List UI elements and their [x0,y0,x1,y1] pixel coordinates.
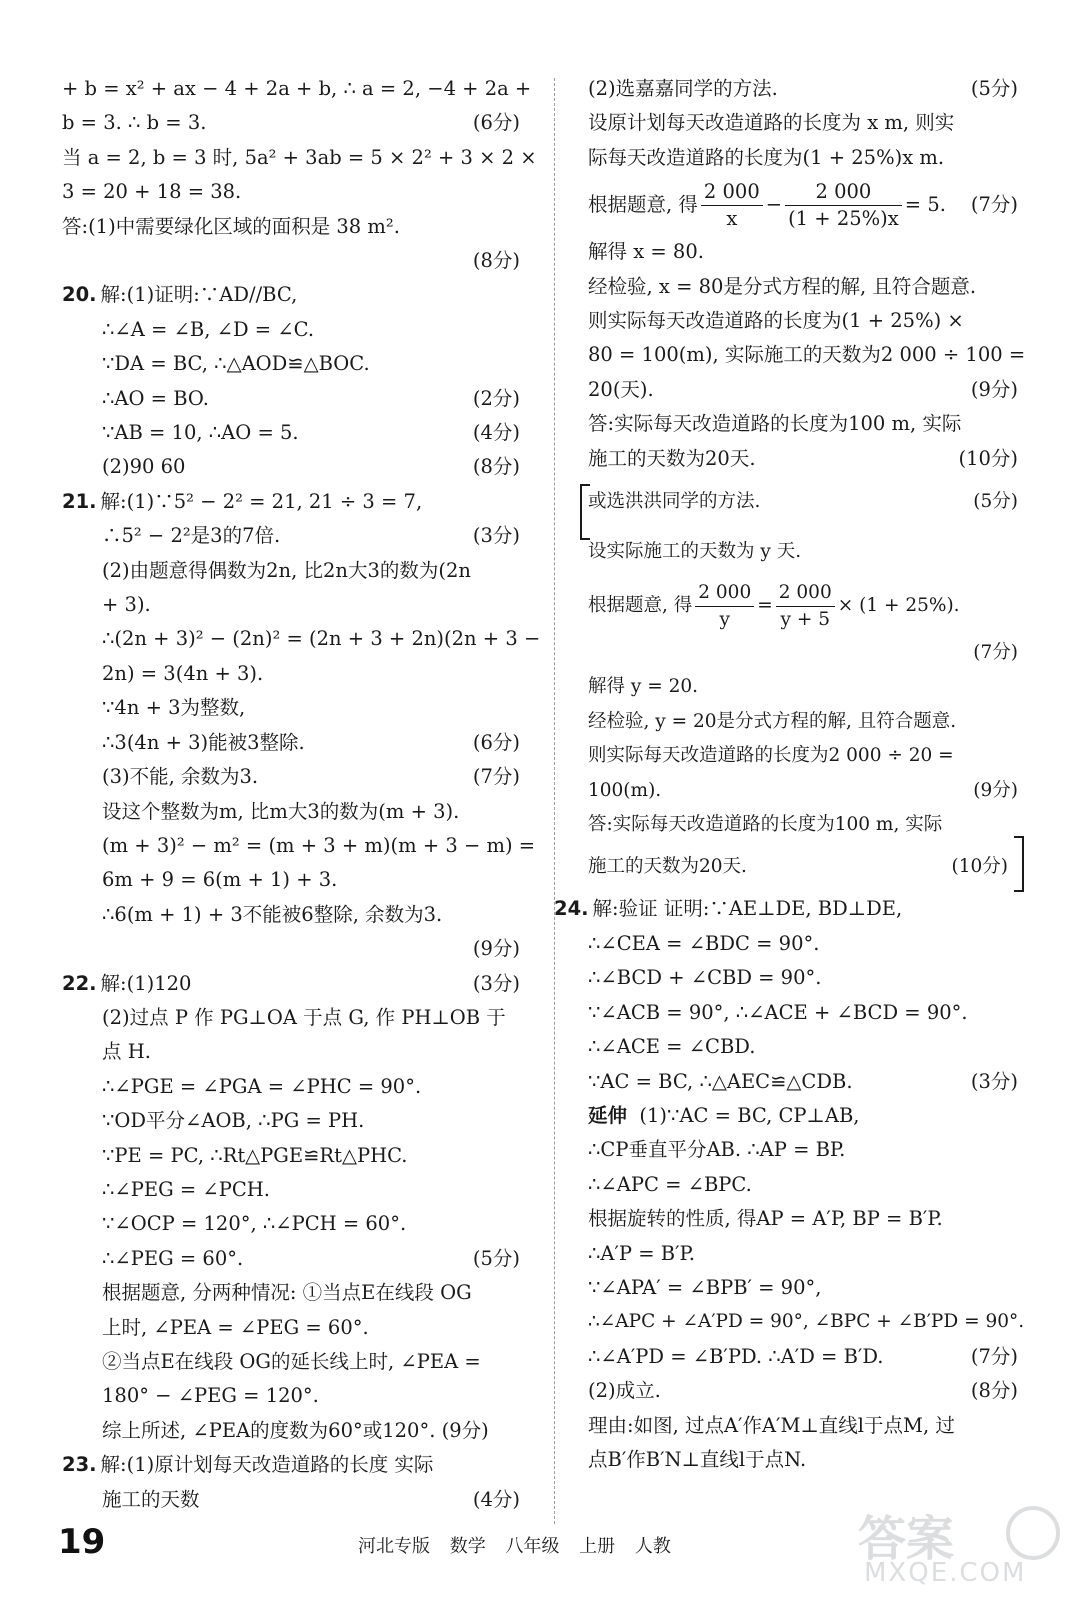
score: (4分) [472,1487,520,1511]
line: (2)由题意得偶数为2n, 比2n大3的数为(2n [102,558,471,582]
line: (2)成立. (8分) [588,1374,1022,1408]
line: 经检验, y = 20是分式方程的解, 且符合题意. [588,710,957,732]
line: 80 = 100(m), 实际施工的天数为2 000 ÷ 100 = [588,343,1026,367]
line: 当 a = 2, b = 3 时, 5a² + 3ab = 5 × 2² + 3 × 2 × [62,145,537,169]
line: 则实际每天改造道路的长度为(1 + 25%) × [588,309,964,333]
question-number: 23. [62,1453,97,1477]
line: ∴5² − 2²是3的7倍. (3分) [62,519,524,553]
line: ∵AC = BC, ∴△AEC≌△CDB. (3分) [588,1065,1022,1099]
line [588,636,1022,670]
score: (8分) [472,249,520,273]
line: b = 3. ∴ b = 3. (6分) [62,106,524,140]
line: 答:(1)中需要绿化区域的面积是 38 m². [62,214,400,238]
line: 理由:如图, 过点A′作A′M⊥直线l于点M, 过 [588,1413,955,1437]
score: (10分) [951,856,1008,878]
equation-line: 根据题意, 得 $\frac{2 000}{x}$ − $\frac{2 000}{(1 + 25\%)x}$ = 5. (7分) [588,175,1022,235]
line: (m + 3)² − m² = (m + 3 + m)(m + 3 − m) = [102,833,536,857]
page-number: 19 [58,1522,106,1562]
watermark-url: MXQE.COM [864,1558,1027,1588]
line: 或选洪洪同学的方法. (5分) [588,476,1022,528]
score: (8分) [970,1379,1018,1403]
question-number: 24. [554,897,589,921]
question-21: 21. 解:(1)∵5² − 2² = 21, 21 ÷ 3 = 7, [62,489,423,513]
alternative-solution [588,476,1022,892]
line: 综上所述, ∠PEA的度数为60°或120°. (9分) [102,1418,489,1442]
score: (3分) [472,971,520,995]
line: ∴∠CEA = ∠BDC = 90°. [588,931,820,955]
question-20: 20. 解:(1)证明:∵AD//BC, [62,283,298,307]
line: 解得 y = 20. [588,676,699,698]
line: ∴6(m + 1) + 3不能被6整除, 余数为3. [102,902,443,926]
left-column [62,72,541,1517]
bracket-right [1014,836,1024,892]
score: (9分) [970,377,1018,401]
line: ∵AB = 10, ∴AO = 5. (4分) [62,416,524,450]
score: (7分) [970,1344,1018,1368]
score: (7分) [973,642,1018,664]
watermark-text: 答案 [858,1511,955,1567]
score: (5分) [973,491,1018,513]
line: ∴∠ACE = ∠CBD. [588,1035,756,1059]
line: ∵DA = BC, ∴△AOD≌△BOC. [102,352,370,376]
score: (7分) [970,193,1018,217]
line: ∴∠PEG = ∠PCH. [102,1177,270,1201]
line: 施工的天数为20天. (10分) [588,842,1022,892]
line: (2)选嘉嘉同学的方法. (5分) [588,72,1022,106]
line: (2)90 60 (8分) [62,450,524,484]
line: 设实际施工的天数为 y 天. [588,541,802,563]
line: + 3). [102,593,151,617]
line: ∴∠A′PD = ∠B′PD. ∴A′D = B′D. (7分) [588,1340,1022,1374]
line: 施工的天数 (4分) [62,1483,524,1517]
question-22: 22. 解:(1)120 (3分) [62,967,524,1001]
line: 解得 x = 80. [588,240,704,264]
line: ∴∠APC + ∠A′PD = 90°, ∠BPC + ∠B′PD = 90°. [588,1311,1025,1333]
score: (6分) [472,111,520,135]
line: (3)不能, 余数为3. (7分) [62,760,524,794]
line: ∵∠ACB = 90°, ∴∠ACE + ∠BCD = 90°. [588,1000,968,1024]
line: 施工的天数为20天. (10分) [588,442,1022,476]
line: 设这个整数为m, 比m大3的数为(m + 3). [102,799,460,823]
question-number: 21. [62,489,97,513]
line: (2)过点 P 作 PG⊥OA 于点 G, 作 PH⊥OB 于 [102,1005,506,1029]
line: 延伸 (1)∵AC = BC, CP⊥AB, [588,1103,860,1127]
score: (5分) [970,77,1018,100]
question-24: 24. 解:验证 证明:∵AE⊥DE, BD⊥DE, [554,897,903,921]
fraction: $\frac{2 000}{y + 5}$ [776,580,835,633]
line: ∴∠PGE = ∠PGA = ∠PHC = 90°. [102,1074,422,1098]
line: ∴(2n + 3)² − (2n)² = (2n + 3 + 2n)(2n + 3 − [102,627,541,651]
line: 2n) = 3(4n + 3). [102,661,264,685]
line: 20(天). (9分) [588,373,1022,407]
line: ∴A′P = B′P. [588,1241,695,1265]
line: + b = x² + ax − 4 + 2a + b, ∴ a = 2, −4 + 2a + [62,77,532,100]
score: (9分) [973,779,1018,801]
right-column [554,72,1026,1477]
line [62,932,524,966]
line: 则实际每天改造道路的长度为2 000 ÷ 20 = [588,745,954,767]
line: ∴AO = BO. (2分) [62,382,524,416]
line: 3 = 20 + 18 = 38. [62,180,242,204]
fraction: $\frac{2 000}{x}$ [701,179,763,232]
line: 上时, ∠PEA = ∠PEG = 60°. [102,1315,369,1339]
line: 根据旋转的性质, 得AP = A′P, BP = B′P. [588,1207,943,1231]
line: ∵OD平分∠AOB, ∴PG = PH. [102,1109,365,1133]
line: 答:实际每天改造道路的长度为100 m, 实际 [588,814,943,836]
question-number: 22. [62,971,97,995]
line: 点B′作B′N⊥直线l于点N. [588,1447,807,1471]
score: (3分) [472,524,520,548]
line: ∵4n + 3为整数, [102,696,246,720]
line: 100(m). (9分) [588,774,1022,808]
column-divider [554,78,555,1524]
fraction: $\frac{2 000}{y}$ [695,580,754,633]
question-23: 23. 解:(1)原计划每天改造道路的长度 实际 [62,1453,434,1477]
line: ∴CP垂直平分AB. ∴AP = BP. [588,1138,846,1162]
line: ∴∠PEG = 60°. (5分) [62,1242,524,1276]
line: ∴3(4n + 3)能被3整除. (6分) [62,726,524,760]
line: 6m + 9 = 6(m + 1) + 3. [102,868,338,892]
line: ②当点E在线段 OG的延长线上时, ∠PEA = [102,1350,481,1373]
line: 际每天改造道路的长度为(1 + 25%)x m. [588,145,945,169]
score: (6分) [472,730,520,754]
score: (3分) [970,1069,1018,1093]
score: (2分) [472,386,520,410]
line: 答:实际每天改造道路的长度为100 m, 实际 [588,412,962,436]
line: 根据题意, 分两种情况: ①当点E在线段 OG [102,1281,472,1305]
equation-line: 根据题意, 得 $\frac{2 000}{y}$ = $\frac{2 000}{y + 5}$ × (1 + 25%). [588,576,1022,636]
score: (10分) [958,446,1018,470]
line [62,244,524,278]
fraction: $\frac{2 000}{(1 + 25\%)x}$ [785,179,902,232]
score: (4分) [472,421,520,445]
line: ∴∠APC = ∠BPC. [588,1172,752,1196]
watermark-logo [858,1500,1058,1600]
score: (5分) [472,1246,520,1270]
watermark-circle-icon [1006,1506,1060,1560]
line: ∵∠APA′ = ∠BPB′ = 90°, [588,1275,822,1299]
footer-text: 河北专版 数学 八年级 上册 人教 [358,1536,671,1557]
line: 设原计划每天改造道路的长度为 x m, 则实 [588,111,955,135]
score: (9分) [472,937,520,961]
line: 180° − ∠PEG = 120°. [102,1384,319,1408]
score: (7分) [472,765,520,789]
line: ∴∠BCD + ∠CBD = 90°. [588,966,822,990]
line: 点 H. [102,1040,151,1064]
line: ∵PE = PC, ∴Rt△PGE≌Rt△PHC. [102,1143,408,1167]
line: ∴∠A = ∠B, ∠D = ∠C. [102,317,315,341]
line: 经检验, x = 80是分式方程的解, 且符合题意. [588,274,977,298]
score: (8分) [472,455,520,479]
line: ∵∠OCP = 120°, ∴∠PCH = 60°. [102,1212,407,1236]
question-number: 20. [62,283,97,307]
section-label: 延伸 [588,1103,628,1127]
